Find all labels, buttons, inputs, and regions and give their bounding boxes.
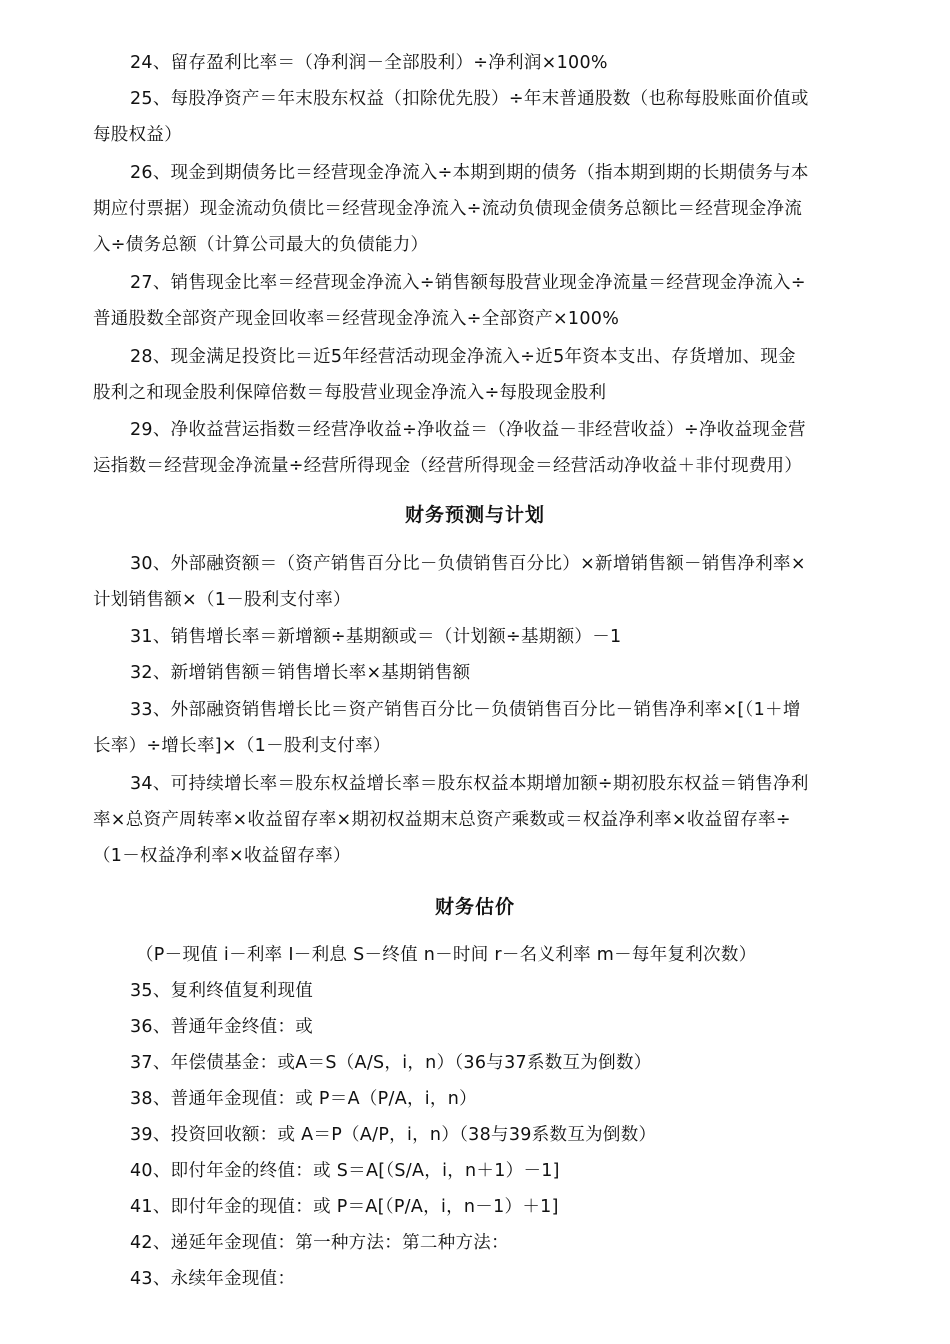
text-line: 30、外部融资额＝（资产销售百分比－负债销售百分比）×新增销售额－销售净利率× [130, 554, 806, 574]
section-heading-valuation: 财务估价 [434, 896, 515, 918]
text-line: 股利之和现金股利保障倍数＝每股营业现金净流入÷每股现金股利 [93, 383, 607, 403]
text-line: 运指数＝经营现金净流量÷经营所得现金（经营所得现金＝经营活动净收益＋非付现费用） [93, 456, 803, 476]
text-line: 32、新增销售额＝销售增长率×基期销售额 [130, 663, 471, 683]
text-line: 28、现金满足投资比＝近5年经营活动现金净流入÷近5年资本支出、存货增加、现金 [130, 347, 796, 367]
text-line: 39、投资回收额：或 A＝P（A/P，i，n）（38与39系数互为倒数） [130, 1125, 657, 1145]
text-line: 普通股数全部资产现金回收率＝经营现金净流入÷全部资产×100% [93, 309, 620, 329]
section-heading-forecast: 财务预测与计划 [404, 504, 545, 526]
text-line: 33、外部融资销售增长比＝资产销售百分比－负债销售百分比－销售净利率×[（1＋增 [130, 700, 801, 720]
text-line: 43、永续年金现值： [130, 1269, 296, 1289]
text-line: 入÷债务总额（计算公司最大的负债能力） [93, 235, 429, 255]
text-line: 31、销售增长率＝新增额÷基期额或＝（计划额÷基期额）－1 [130, 627, 622, 647]
text-line: 38、普通年金现值：或 P＝A（P/A，i，n） [130, 1089, 477, 1109]
text-line: 计划销售额×（1－股利支付率） [93, 590, 351, 610]
text-line: 40、即付年金的终值：或 S＝A[（S/A，i，n＋1）－1] [130, 1161, 560, 1181]
text-line: 每股权益） [93, 125, 182, 145]
text-line: （P－现值 i－利率 I－利息 S－终值 n－时间 r－名义利率 m－每年复利次数） [136, 945, 757, 965]
text-line: 率×总资产周转率×收益留存率×期初权益期末总资产乘数或＝权益净利率×收益留存率÷ [93, 810, 791, 830]
text-line: 37、年偿债基金：或A＝S（A/S，i，n）（36与37系数互为倒数） [130, 1053, 652, 1073]
text-line: 27、销售现金比率＝经营现金净流入÷销售额每股营业现金净流量＝经营现金净流入÷ [130, 273, 806, 293]
text-line: 42、递延年金现值：第一种方法：第二种方法： [130, 1233, 509, 1253]
text-line: 26、现金到期债务比＝经营现金净流入÷本期到期的债务（指本期到期的长期债务与本 [130, 163, 809, 183]
text-line: 期应付票据）现金流动负债比＝经营现金净流入÷流动负债现金债务总额比＝经营现金净流 [93, 199, 803, 219]
text-line: 29、净收益营运指数＝经营净收益÷净收益＝（净收益－非经营收益）÷净收益现金营 [130, 420, 806, 440]
text-line: 36、普通年金终值：或 [130, 1017, 314, 1037]
text-line: 34、可持续增长率＝股东权益增长率＝股东权益本期增加额÷期初股东权益＝销售净利 [130, 774, 809, 794]
text-line: 25、每股净资产＝年末股东权益（扣除优先股）÷年末普通股数（也称每股账面价值或 [130, 89, 809, 109]
text-line: 24、留存盈利比率＝（净利润－全部股利）÷净利润×100% [130, 53, 608, 73]
text-line: 长率）÷增长率]×（1－股利支付率） [93, 736, 391, 756]
text-line: 41、即付年金的现值：或 P＝A[（P/A，i，n－1）＋1] [130, 1197, 559, 1217]
text-line: （1－权益净利率×收益留存率） [93, 846, 351, 866]
text-line: 35、复利终值复利现值 [130, 981, 314, 1001]
